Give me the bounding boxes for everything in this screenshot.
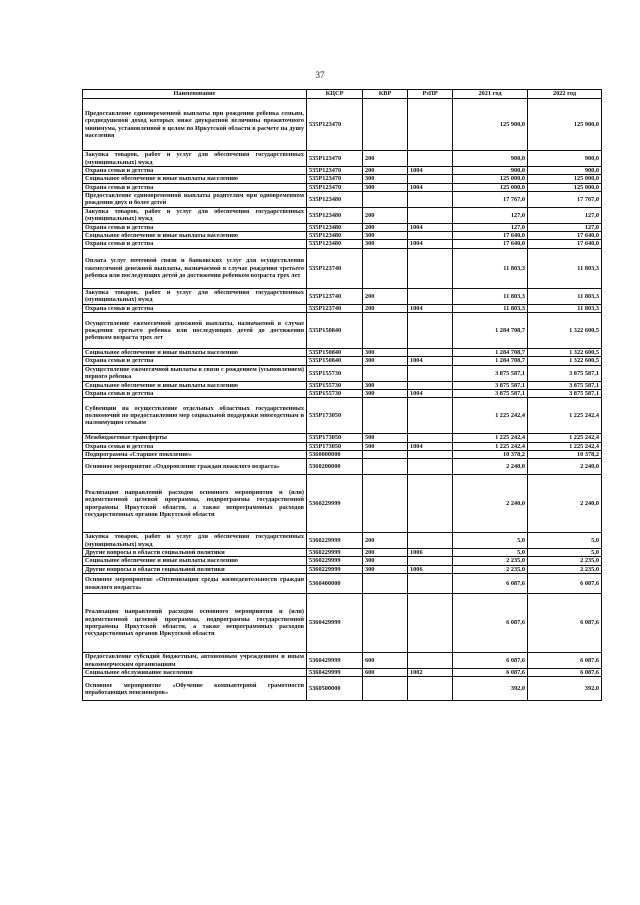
cell-y2022: 900,0 bbox=[528, 151, 602, 167]
cell-kvr bbox=[363, 459, 408, 475]
cell-rzpr: 1004 bbox=[408, 223, 453, 231]
cell-y2022: 1 322 600,5 bbox=[528, 357, 602, 365]
cell-y2022: 17 640,0 bbox=[528, 240, 602, 248]
cell-name: Основное мероприятие «Обучение компьютерной грамотности неработающих пенсионеров» bbox=[83, 677, 307, 701]
cell-name: Закупка товаров, работ и услуг для обеспечения государственных (муниципальных) нужд bbox=[83, 533, 307, 549]
cell-y2022: 2 235,0 bbox=[528, 557, 602, 565]
cell-name: Охрана семьи и детства bbox=[83, 240, 307, 248]
cell-y2021: 3 875 587,1 bbox=[453, 389, 528, 397]
cell-y2022: 1 225 242,4 bbox=[528, 442, 602, 450]
table-row bbox=[83, 240, 602, 248]
cell-y2022: 125 000,0 bbox=[528, 175, 602, 183]
cell-name: Предоставление единовременной выплаты родителям при одновременном рождении двух и более детей bbox=[83, 191, 307, 207]
cell-kvr: 500 bbox=[363, 442, 408, 450]
cell-y2021: 900,0 bbox=[453, 167, 528, 175]
cell-kvr: 500 bbox=[363, 434, 408, 442]
cell-kcsr: 5360200000 bbox=[307, 459, 363, 475]
table-row bbox=[83, 653, 602, 669]
cell-y2021: 2 240,0 bbox=[453, 475, 528, 533]
cell-kcsr: 5360229999 bbox=[307, 533, 363, 549]
cell-y2022: 6 087,6 bbox=[528, 669, 602, 677]
cell-y2022: 3 875 587,1 bbox=[528, 389, 602, 397]
cell-y2021: 1 284 708,7 bbox=[453, 349, 528, 357]
cell-y2021: 10 378,2 bbox=[453, 450, 528, 458]
cell-name: Другие вопросы в области социальной политики bbox=[83, 565, 307, 573]
cell-kcsr: 535Р123470 bbox=[307, 167, 363, 175]
cell-kvr bbox=[363, 191, 408, 207]
cell-rzpr bbox=[408, 313, 453, 349]
table-row bbox=[83, 175, 602, 183]
cell-y2021: 5,0 bbox=[453, 533, 528, 549]
table-row bbox=[83, 574, 602, 594]
cell-kcsr: 535Р123470 bbox=[307, 151, 363, 167]
table-row bbox=[83, 288, 602, 304]
cell-rzpr bbox=[408, 232, 453, 240]
cell-kvr: 200 bbox=[363, 151, 408, 167]
table-row bbox=[83, 533, 602, 549]
cell-rzpr: 1004 bbox=[408, 357, 453, 365]
cell-y2021: 125 000,0 bbox=[453, 175, 528, 183]
cell-kcsr: 535Р123480 bbox=[307, 232, 363, 240]
cell-name: Охрана семьи и детства bbox=[83, 167, 307, 175]
cell-y2021: 1 225 242,4 bbox=[453, 398, 528, 434]
table-row bbox=[83, 450, 602, 458]
cell-name: Закупка товаров, работ и услуг для обеспечения государственных (муниципальных) нужд bbox=[83, 288, 307, 304]
header-kvr: КВР bbox=[363, 90, 408, 99]
cell-rzpr: 1002 bbox=[408, 669, 453, 677]
cell-name: Социальное обеспечение и иные выплаты населению bbox=[83, 381, 307, 389]
cell-y2021: 392,0 bbox=[453, 677, 528, 701]
cell-name: Реализация направлений расходов основного мероприятия и (или) ведомственной целевой программы, подпрограммы государственной программы Иркутской области, а также непрограммных расходов государственных органов Иркутской области bbox=[83, 594, 307, 653]
cell-y2022: 392,0 bbox=[528, 677, 602, 701]
cell-kvr: 200 bbox=[363, 167, 408, 175]
cell-name: Предоставление единовременной выплаты при рождении ребенка семьям, среднедушевой доход которых ниже двукратной величины прожиточного минимума, установленной в целом по Иркутской области в расчете на душу населения bbox=[83, 99, 307, 151]
cell-name: Охрана семьи и детства bbox=[83, 223, 307, 231]
cell-rzpr: 1004 bbox=[408, 183, 453, 191]
cell-kcsr: 535Р155730 bbox=[307, 381, 363, 389]
cell-kcsr: 535Р123480 bbox=[307, 191, 363, 207]
cell-y2021: 2 235,0 bbox=[453, 557, 528, 565]
cell-y2022: 1 225 242,4 bbox=[528, 434, 602, 442]
cell-y2021: 17 640,0 bbox=[453, 240, 528, 248]
cell-rzpr bbox=[408, 207, 453, 223]
cell-y2021: 6 087,6 bbox=[453, 574, 528, 594]
cell-rzpr bbox=[408, 594, 453, 653]
table-row bbox=[83, 365, 602, 381]
cell-kvr: 300 bbox=[363, 357, 408, 365]
cell-y2021: 900,0 bbox=[453, 151, 528, 167]
table-row bbox=[83, 207, 602, 223]
cell-kcsr: 535Р123470 bbox=[307, 183, 363, 191]
cell-y2021: 127,0 bbox=[453, 223, 528, 231]
cell-kvr: 300 bbox=[363, 240, 408, 248]
cell-kcsr: 535Р155730 bbox=[307, 365, 363, 381]
cell-y2022: 2 235,0 bbox=[528, 565, 602, 573]
cell-rzpr bbox=[408, 381, 453, 389]
cell-rzpr bbox=[408, 450, 453, 458]
table-row bbox=[83, 357, 602, 365]
cell-y2022: 6 087,6 bbox=[528, 594, 602, 653]
table-row bbox=[83, 248, 602, 288]
cell-name: Охрана семьи и детства bbox=[83, 357, 307, 365]
cell-kvr bbox=[363, 365, 408, 381]
table-row bbox=[83, 389, 602, 397]
cell-kvr: 300 bbox=[363, 381, 408, 389]
cell-rzpr bbox=[408, 99, 453, 151]
cell-y2021: 125 900,0 bbox=[453, 99, 528, 151]
cell-name: Осуществление ежемесячной выплаты в связи с рождением (усыновлением) первого ребенка bbox=[83, 365, 307, 381]
cell-y2022: 5,0 bbox=[528, 549, 602, 557]
header-kcsr: КЦСР bbox=[307, 90, 363, 99]
cell-kcsr: 535Р173050 bbox=[307, 398, 363, 434]
cell-name: Социальное обеспечение и иные выплаты населению bbox=[83, 349, 307, 357]
cell-name: Охрана семьи и детства bbox=[83, 442, 307, 450]
cell-y2022: 3 875 587,1 bbox=[528, 365, 602, 381]
cell-y2022: 11 803,3 bbox=[528, 288, 602, 304]
cell-rzpr bbox=[408, 288, 453, 304]
table-row bbox=[83, 313, 602, 349]
cell-name: Оплата услуг почтовой связи и банковских услуг для осуществления ежемесячной денежной выплаты, назначаемой в случае рождения третьего ребенка или последующих детей до достижения ребенком возраста трех лет bbox=[83, 248, 307, 288]
cell-y2022: 5,0 bbox=[528, 533, 602, 549]
cell-rzpr bbox=[408, 434, 453, 442]
cell-kcsr: 535Р123480 bbox=[307, 240, 363, 248]
table-row bbox=[83, 669, 602, 677]
cell-kvr: 200 bbox=[363, 207, 408, 223]
cell-rzpr bbox=[408, 191, 453, 207]
cell-rzpr bbox=[408, 398, 453, 434]
cell-y2022: 127,0 bbox=[528, 223, 602, 231]
cell-kcsr: 535Р123480 bbox=[307, 207, 363, 223]
table-row bbox=[83, 183, 602, 191]
cell-kcsr: 535Р173050 bbox=[307, 434, 363, 442]
cell-y2022: 11 803,3 bbox=[528, 304, 602, 312]
cell-rzpr bbox=[408, 574, 453, 594]
table-row bbox=[83, 167, 602, 175]
table-row bbox=[83, 232, 602, 240]
table-row bbox=[83, 151, 602, 167]
cell-kcsr: 5360429999 bbox=[307, 669, 363, 677]
table-body bbox=[83, 99, 602, 701]
cell-kcsr: 5360000000 bbox=[307, 450, 363, 458]
cell-rzpr: 1006 bbox=[408, 549, 453, 557]
cell-name: Закупка товаров, работ и услуг для обеспечения государственных (муниципальных) нужд bbox=[83, 151, 307, 167]
table-row bbox=[83, 475, 602, 533]
page-number: 37 bbox=[315, 70, 325, 80]
cell-y2022: 6 087,6 bbox=[528, 574, 602, 594]
cell-kcsr: 535Р150840 bbox=[307, 313, 363, 349]
cell-y2021: 1 225 242,4 bbox=[453, 434, 528, 442]
cell-kvr: 600 bbox=[363, 669, 408, 677]
cell-y2021: 3 875 587,1 bbox=[453, 365, 528, 381]
cell-kcsr: 5360429999 bbox=[307, 653, 363, 669]
cell-y2021: 17 640,0 bbox=[453, 232, 528, 240]
cell-kvr: 300 bbox=[363, 349, 408, 357]
cell-y2022: 1 322 600,5 bbox=[528, 313, 602, 349]
cell-y2022: 11 803,3 bbox=[528, 248, 602, 288]
cell-y2022: 6 087,6 bbox=[528, 653, 602, 669]
cell-y2022: 17 767,0 bbox=[528, 191, 602, 207]
cell-kcsr: 535Р123480 bbox=[307, 223, 363, 231]
cell-kvr: 300 bbox=[363, 565, 408, 573]
cell-kvr: 300 bbox=[363, 183, 408, 191]
cell-y2021: 11 803,3 bbox=[453, 288, 528, 304]
cell-rzpr bbox=[408, 459, 453, 475]
cell-kcsr: 535Р123470 bbox=[307, 99, 363, 151]
cell-kvr bbox=[363, 398, 408, 434]
cell-rzpr bbox=[408, 349, 453, 357]
cell-name: Основное мероприятие «Оздоровление граждан пожилого возраста» bbox=[83, 459, 307, 475]
cell-kcsr: 5360229999 bbox=[307, 557, 363, 565]
cell-name: Субвенции на осуществление отдельных областных государственных полномочий по предоставлению мер социальной поддержки многодетным и малоимущим семьям bbox=[83, 398, 307, 434]
cell-y2021: 17 767,0 bbox=[453, 191, 528, 207]
cell-kvr: 200 bbox=[363, 223, 408, 231]
cell-kvr: 600 bbox=[363, 653, 408, 669]
cell-name: Социальное обеспечение и иные выплаты населению bbox=[83, 557, 307, 565]
cell-y2021: 11 803,3 bbox=[453, 248, 528, 288]
cell-kvr bbox=[363, 677, 408, 701]
cell-rzpr: 1004 bbox=[408, 167, 453, 175]
cell-y2021: 11 803,3 bbox=[453, 304, 528, 312]
header-2022: 2022 год bbox=[528, 90, 602, 99]
cell-y2022: 3 875 587,1 bbox=[528, 381, 602, 389]
cell-rzpr: 1004 bbox=[408, 442, 453, 450]
cell-kvr bbox=[363, 574, 408, 594]
cell-name: Социальное обеспечение и иные выплаты населению bbox=[83, 175, 307, 183]
cell-kvr bbox=[363, 248, 408, 288]
cell-rzpr bbox=[408, 677, 453, 701]
cell-kvr: 300 bbox=[363, 389, 408, 397]
cell-kcsr: 535Р173050 bbox=[307, 442, 363, 450]
cell-y2022: 1 322 600,5 bbox=[528, 349, 602, 357]
cell-y2021: 1 225 242,4 bbox=[453, 442, 528, 450]
cell-y2021: 1 284 708,7 bbox=[453, 357, 528, 365]
cell-y2021: 5,0 bbox=[453, 549, 528, 557]
cell-kcsr: 5360500000 bbox=[307, 677, 363, 701]
cell-kcsr: 5360229999 bbox=[307, 565, 363, 573]
cell-kcsr: 5360229999 bbox=[307, 549, 363, 557]
cell-y2021: 1 284 708,7 bbox=[453, 313, 528, 349]
cell-kcsr: 535Р123740 bbox=[307, 248, 363, 288]
cell-name: Охрана семьи и детства bbox=[83, 304, 307, 312]
cell-kcsr: 535Р123740 bbox=[307, 288, 363, 304]
table-row bbox=[83, 549, 602, 557]
table-row bbox=[83, 381, 602, 389]
table-row bbox=[83, 557, 602, 565]
cell-kvr: 200 bbox=[363, 533, 408, 549]
table-row bbox=[83, 349, 602, 357]
cell-y2022: 127,0 bbox=[528, 207, 602, 223]
cell-rzpr: 1004 bbox=[408, 304, 453, 312]
cell-rzpr bbox=[408, 533, 453, 549]
table-row bbox=[83, 565, 602, 573]
cell-kcsr: 5360429999 bbox=[307, 594, 363, 653]
cell-rzpr bbox=[408, 557, 453, 565]
cell-kvr: 300 bbox=[363, 175, 408, 183]
cell-rzpr bbox=[408, 653, 453, 669]
cell-name: Подпрограмма «Старшее поколение» bbox=[83, 450, 307, 458]
cell-name: Социальное обслуживание населения bbox=[83, 669, 307, 677]
cell-name: Другие вопросы в области социальной политики bbox=[83, 549, 307, 557]
cell-name: Социальное обеспечение и иные выплаты населению bbox=[83, 232, 307, 240]
cell-name: Реализация направлений расходов основного мероприятия и (или) ведомственной целевой программы, подпрограммы государственной программы Иркутской области, а также непрограммных расходов государственных органов Иркутской области bbox=[83, 475, 307, 533]
cell-kcsr: 535Р123470 bbox=[307, 175, 363, 183]
cell-kcsr: 535Р155730 bbox=[307, 389, 363, 397]
cell-y2022: 10 378,2 bbox=[528, 450, 602, 458]
table-row bbox=[83, 434, 602, 442]
cell-name: Охрана семьи и детства bbox=[83, 389, 307, 397]
cell-name: Охрана семьи и детства bbox=[83, 183, 307, 191]
cell-rzpr bbox=[408, 175, 453, 183]
cell-kcsr: 5360229999 bbox=[307, 475, 363, 533]
cell-y2022: 2 240,0 bbox=[528, 475, 602, 533]
cell-y2021: 2 240,0 bbox=[453, 459, 528, 475]
cell-kvr bbox=[363, 99, 408, 151]
table-row bbox=[83, 191, 602, 207]
cell-name: Закупка товаров, работ и услуг для обеспечения государственных (муниципальных) нужд bbox=[83, 207, 307, 223]
cell-y2022: 125 900,0 bbox=[528, 99, 602, 151]
table-row bbox=[83, 442, 602, 450]
cell-kvr bbox=[363, 450, 408, 458]
cell-y2022: 1 225 242,4 bbox=[528, 398, 602, 434]
cell-y2021: 6 087,6 bbox=[453, 653, 528, 669]
cell-name: Осуществление ежемесячной денежной выплаты, назначаемой в случае рождения третьего ребенка или последующих детей до достижения ребенком возраста трех лет bbox=[83, 313, 307, 349]
cell-rzpr: 1004 bbox=[408, 240, 453, 248]
cell-y2022: 2 240,0 bbox=[528, 459, 602, 475]
cell-name: Межбюджетные трансферты bbox=[83, 434, 307, 442]
cell-y2021: 6 087,6 bbox=[453, 594, 528, 653]
table-header-row bbox=[83, 90, 602, 99]
cell-y2021: 127,0 bbox=[453, 207, 528, 223]
cell-y2021: 6 087,6 bbox=[453, 669, 528, 677]
cell-kcsr: 535Р150840 bbox=[307, 349, 363, 357]
cell-kcsr: 535Р123740 bbox=[307, 304, 363, 312]
cell-y2021: 3 875 587,1 bbox=[453, 381, 528, 389]
cell-rzpr bbox=[408, 248, 453, 288]
cell-kvr: 200 bbox=[363, 288, 408, 304]
table-row bbox=[83, 398, 602, 434]
header-rzpr: РзПР bbox=[408, 90, 453, 99]
table-row bbox=[83, 223, 602, 231]
cell-rzpr: 1004 bbox=[408, 389, 453, 397]
cell-y2021: 2 235,0 bbox=[453, 565, 528, 573]
budget-table bbox=[82, 89, 602, 701]
cell-y2022: 125 000,0 bbox=[528, 183, 602, 191]
cell-kvr: 200 bbox=[363, 304, 408, 312]
cell-rzpr bbox=[408, 151, 453, 167]
cell-rzpr bbox=[408, 365, 453, 381]
cell-name: Основное мероприятие «Оптимизация среды жизнедеятельности граждан пожилого возраста» bbox=[83, 574, 307, 594]
cell-y2022: 900,0 bbox=[528, 167, 602, 175]
table-row bbox=[83, 99, 602, 151]
table-row bbox=[83, 677, 602, 701]
cell-kcsr: 535Р150840 bbox=[307, 357, 363, 365]
cell-kvr: 300 bbox=[363, 557, 408, 565]
table-row bbox=[83, 459, 602, 475]
cell-rzpr bbox=[408, 475, 453, 533]
cell-y2021: 125 000,0 bbox=[453, 183, 528, 191]
table-row bbox=[83, 304, 602, 312]
header-2021: 2021 год bbox=[453, 90, 528, 99]
header-name: Наименование bbox=[83, 90, 307, 99]
cell-y2022: 17 640,0 bbox=[528, 232, 602, 240]
cell-name: Предоставление субсидий бюджетным, автономным учреждениям и иным некоммерческим организациям bbox=[83, 653, 307, 669]
cell-kvr: 200 bbox=[363, 549, 408, 557]
table-row bbox=[83, 594, 602, 653]
cell-kvr: 300 bbox=[363, 232, 408, 240]
cell-kvr bbox=[363, 313, 408, 349]
cell-rzpr: 1006 bbox=[408, 565, 453, 573]
cell-kvr bbox=[363, 594, 408, 653]
cell-kcsr: 5360400000 bbox=[307, 574, 363, 594]
cell-kvr bbox=[363, 475, 408, 533]
